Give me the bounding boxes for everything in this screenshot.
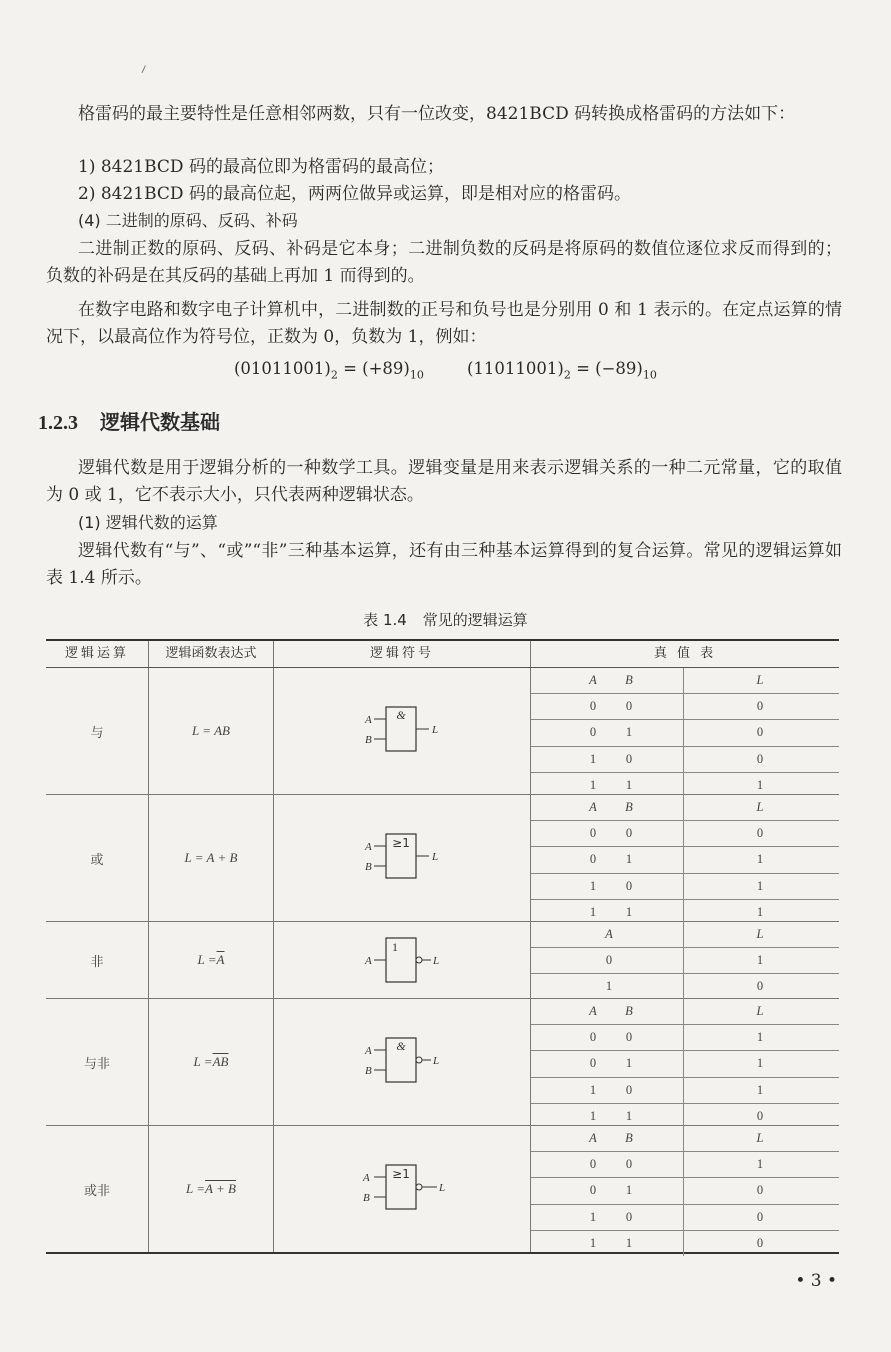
svg-text:&: & bbox=[396, 1039, 406, 1053]
paragraph-sign-bit: 在数字电路和数字电子计算机中，二进制数的正号和负号也是分别用 0 和 1 表示的。在定点运算的情况下，以最高位作为符号位，正数为 0，负数为 1，例如： bbox=[46, 300, 842, 347]
table-header bbox=[46, 641, 839, 668]
expression: L = A + B bbox=[184, 850, 238, 865]
truth-row: 0 1 1 bbox=[531, 847, 839, 873]
truth-table bbox=[531, 1126, 839, 1256]
subheading-binary-codes: (4) 二进制的原码、反码、补码 bbox=[78, 211, 298, 230]
section-title: 逻辑代数基础 bbox=[100, 410, 220, 434]
truth-row: 1 1 0 bbox=[531, 1231, 839, 1256]
paragraph-gray-code: 格雷码的最主要特性是任意相邻两数，只有一位改变，8421BCD 码转换成格雷码的方法如下： bbox=[78, 104, 796, 124]
truth-row: 1 0 0 bbox=[531, 747, 839, 773]
gate-symbol-not bbox=[274, 922, 530, 998]
svg-text:L: L bbox=[433, 955, 440, 967]
truth-row: 1 1 1 bbox=[531, 773, 839, 798]
truth-table bbox=[531, 668, 839, 798]
svg-text:B: B bbox=[365, 861, 372, 873]
svg-text:B: B bbox=[363, 1192, 370, 1204]
truth-table bbox=[531, 999, 839, 1129]
operation-name: 或 bbox=[90, 852, 104, 868]
truth-row: 0 0 1 bbox=[531, 1025, 839, 1051]
expression: L = AB bbox=[192, 723, 230, 738]
operation-name: 与 bbox=[90, 725, 104, 741]
margin-mark bbox=[142, 65, 150, 74]
formula-positive: $(01011001)_2 = (+89)_{10}$ bbox=[234, 359, 424, 382]
truth-header: A B L bbox=[531, 999, 839, 1025]
section-heading bbox=[38, 406, 220, 435]
svg-text:A: A bbox=[365, 955, 372, 967]
table-caption: 表 1.4 常见的逻辑运算 bbox=[363, 611, 528, 629]
table-row bbox=[46, 668, 839, 795]
expression: L = A + B bbox=[186, 1181, 236, 1196]
truth-header: A B L bbox=[531, 795, 839, 821]
svg-text:A: A bbox=[365, 841, 372, 853]
table-row bbox=[46, 922, 839, 999]
svg-text:B: B bbox=[365, 734, 372, 746]
truth-row: 0 0 0 bbox=[531, 821, 839, 847]
subheading-operations: (1) 逻辑代数的运算 bbox=[78, 513, 218, 532]
gate-symbol-and bbox=[274, 668, 530, 794]
svg-text:1: 1 bbox=[392, 940, 398, 954]
table-row bbox=[46, 999, 839, 1126]
svg-text:L: L bbox=[432, 851, 439, 863]
operation-name: 与非 bbox=[83, 1056, 110, 1072]
svg-text:L: L bbox=[432, 724, 439, 736]
truth-row: 0 1 bbox=[531, 948, 839, 974]
gate-symbol-nor bbox=[274, 1126, 530, 1252]
list-item-2: 2) 8421BCD 码的最高位起，两两位做异或运算，即是相对应的格雷码。 bbox=[78, 184, 631, 204]
svg-text:B: B bbox=[365, 1065, 372, 1077]
paragraph-operations: 逻辑代数有“与”、“或”“非”三种基本运算，还有由三种基本运算得到的复合运算。常见的逻辑运算如表 1.4 所示。 bbox=[46, 541, 842, 588]
header-expression: 逻辑函数表达式 bbox=[165, 646, 257, 661]
truth-row: 0 1 0 bbox=[531, 720, 839, 746]
truth-row: 1 0 bbox=[531, 974, 839, 999]
truth-row: 1 1 1 bbox=[531, 900, 839, 925]
truth-row: 1 0 1 bbox=[531, 874, 839, 900]
truth-table bbox=[531, 795, 839, 925]
svg-text:A: A bbox=[363, 1172, 370, 1184]
operation-name: 或非 bbox=[83, 1183, 110, 1199]
truth-row: 0 0 1 bbox=[531, 1152, 839, 1178]
truth-header: A B L bbox=[531, 1126, 839, 1152]
truth-header: A B L bbox=[531, 668, 839, 694]
truth-row: 1 0 1 bbox=[531, 1078, 839, 1104]
svg-text:≥1: ≥1 bbox=[392, 1167, 410, 1181]
truth-row: 0 0 0 bbox=[531, 694, 839, 720]
svg-text:≥1: ≥1 bbox=[392, 836, 410, 850]
truth-row: 1 0 0 bbox=[531, 1205, 839, 1231]
table-row bbox=[46, 1126, 839, 1252]
expression: L = $\overline{AB}$ bbox=[193, 1054, 229, 1069]
paragraph-binary-codes: 二进制正数的原码、反码、补码是它本身；二进制负数的反码是将原码的数值位逐位求反而得到的；负数的补码是在其反码的基础上再加 1 而得到的。 bbox=[46, 239, 842, 286]
svg-text:L: L bbox=[439, 1182, 446, 1194]
truth-table bbox=[531, 922, 839, 1000]
logic-operations-table bbox=[46, 639, 839, 1254]
truth-row: 0 1 0 bbox=[531, 1178, 839, 1204]
svg-text:A: A bbox=[365, 714, 372, 726]
gate-symbol-nand bbox=[274, 999, 530, 1125]
table-row bbox=[46, 795, 839, 922]
operation-name: 非 bbox=[90, 954, 104, 970]
list-item-1: 1) 8421BCD 码的最高位即为格雷码的最高位； bbox=[78, 157, 444, 177]
truth-header: A L bbox=[531, 922, 839, 948]
header-truth-table: 真 值 表 bbox=[653, 646, 717, 661]
header-symbol: 逻辑符号 bbox=[369, 646, 434, 661]
svg-text:L: L bbox=[433, 1055, 440, 1067]
gate-symbol-or bbox=[274, 795, 530, 921]
formula-negative: $(11011001)_2 = (-89)_{10}$ bbox=[467, 359, 657, 382]
section-number: 1.2.3 bbox=[38, 412, 78, 434]
paragraph-logic-algebra: 逻辑代数是用于逻辑分析的一种数学工具。逻辑变量是用来表示逻辑关系的一种二元常量，它的取值为 0 或 1，它不表示大小，只代表两种逻辑状态。 bbox=[46, 458, 842, 505]
truth-row: 0 1 1 bbox=[531, 1051, 839, 1077]
page-number: • 3 • bbox=[795, 1271, 837, 1291]
truth-row: 1 1 0 bbox=[531, 1104, 839, 1129]
svg-text:&: & bbox=[396, 708, 406, 722]
svg-text:A: A bbox=[365, 1045, 372, 1057]
header-operation: 逻辑运算 bbox=[64, 646, 129, 661]
expression: L = $\overline{A}$ bbox=[197, 952, 225, 967]
